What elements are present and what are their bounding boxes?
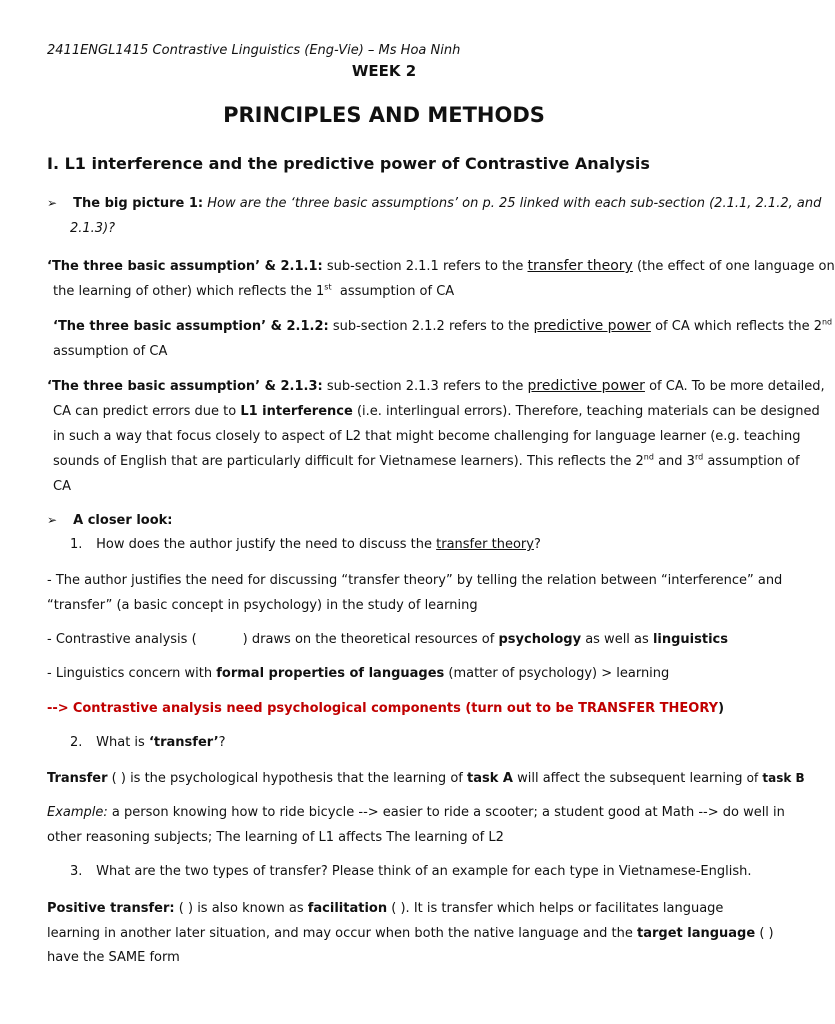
positive-transfer-text: It is transfer which helps or facilitates language	[413, 901, 724, 916]
assumption3-line2	[53, 399, 820, 424]
of-text: of	[746, 771, 759, 785]
big-picture-line2	[70, 216, 115, 241]
as-well-as-text: as well as	[585, 632, 649, 647]
task-a-term: task A	[467, 771, 513, 786]
positive-transfer-line2-pre: learning in another later situation, and may occur when both the native language and the	[47, 926, 633, 941]
blank-paren: ( )	[111, 771, 126, 786]
answer1-p2-mid: ) draws on the theoretical resources of	[242, 632, 495, 647]
formal-properties-term: formal properties of languages	[216, 666, 445, 681]
assumption1-line2-text: the learning of other) which reflects the 1	[53, 284, 325, 299]
assumption3-line2-post: (i.e. interlingual errors). Therefore, teaching materials can be designed	[356, 404, 820, 419]
assumption3-line4-pre: sounds of English that are particularly difficult for Vietnamese learners). This reflects the 2	[53, 454, 644, 469]
question-number: 1.	[70, 537, 83, 552]
example-line2: other reasoning subjects; The learning of L1 affects The learning of L2	[47, 830, 504, 845]
assumption3-line3: in such a way that focus closely to aspect of L2 that might become challenging for language learner (e.g. teaching	[53, 429, 801, 444]
superscript: nd	[643, 452, 654, 462]
task-b-term: task B	[762, 771, 805, 785]
question-3-text: What are the two types of transfer? Please think of an example for each type in Vietnamese-English.	[96, 864, 752, 879]
facilitation-term: facilitation	[307, 901, 388, 916]
answer1-p2-pre: - Contrastive analysis (	[47, 632, 197, 647]
blank-paren: ( ).	[391, 901, 410, 916]
question-mark: ?	[533, 537, 541, 552]
example-text: a person knowing how to ride bicycle --> easier to ride a scooter; a student good at Math --> do well in	[111, 805, 785, 820]
transfer-term: ‘transfer’	[148, 735, 219, 750]
assumption2-text-post: of CA which reflects the 2	[655, 319, 822, 334]
assumption1-line1	[47, 254, 835, 279]
transfer-definition	[47, 766, 805, 791]
big-picture-label: The big picture 1:	[73, 196, 204, 211]
conclusion-text: Contrastive analysis need psychological components (turn out to be TRANSFER THEORY	[72, 701, 719, 716]
big-picture-question-cont: 2.1.3)?	[70, 221, 116, 236]
positive-transfer-line1	[47, 896, 723, 921]
question-number: 3.	[70, 864, 83, 879]
week-label: WEEK 2	[351, 62, 417, 80]
section-heading: I. L1 interference and the predictive power of Contrastive Analysis	[47, 154, 650, 173]
assumption3-line2-pre: CA can predict errors due to	[53, 404, 237, 419]
assumption1-line2-post: assumption of CA	[339, 284, 455, 299]
question-3	[70, 859, 751, 884]
assumption3-line5: CA	[53, 479, 71, 494]
assumption2-text: sub-section 2.1.2 refers to the	[332, 319, 530, 334]
closer-look-heading	[47, 508, 172, 533]
answer1-contrastive-line	[47, 627, 728, 652]
question-2	[70, 730, 226, 755]
arrow-bullet-icon: ➢	[47, 196, 58, 210]
assumption1-line2	[53, 279, 454, 304]
target-language-term: target language	[636, 926, 756, 941]
positive-transfer-line3: have the SAME form	[47, 950, 180, 965]
assumption3-label: ‘The three basic assumption’ & 2.1.3:	[47, 379, 323, 394]
superscript: st	[324, 282, 332, 292]
transfer-theory-term-2: transfer theory	[436, 537, 534, 552]
transfer-def-text: is the psychological hypothesis that the learning of	[130, 771, 463, 786]
predictive-power-term-2: predictive power	[527, 378, 645, 394]
assumption3-line1	[47, 374, 825, 399]
question-mark: ?	[218, 735, 226, 750]
closer-look-label: A closer look:	[73, 513, 173, 528]
answer1-p3-pre: - Linguistics concern with	[47, 666, 213, 681]
positive-transfer-label: Positive transfer:	[47, 901, 175, 916]
example-label: Example:	[47, 805, 108, 820]
closing-paren: )	[718, 701, 725, 716]
linguistics-term: linguistics	[652, 632, 728, 647]
positive-transfer-line2	[47, 921, 774, 946]
arrow-bullet-icon: ➢	[47, 513, 58, 527]
page-title: PRINCIPLES AND METHODS	[223, 103, 545, 127]
blank-paren: ( )	[178, 901, 194, 916]
course-header: 2411ENGL1415 Contrastive Linguistics (Eng-Vie) – Ms Hoa Ninh	[47, 43, 461, 58]
assumption3-line4-mid: and 3	[658, 454, 695, 469]
question-number: 2.	[70, 735, 83, 750]
conclusion-line	[47, 696, 724, 721]
superscript: rd	[694, 452, 704, 462]
assumption1-text: sub-section 2.1.1 refers to the	[326, 259, 524, 274]
assumption2-label: ‘The three basic assumption’ & 2.1.2:	[53, 319, 329, 334]
assumption3-text: sub-section 2.1.3 refers to the	[326, 379, 524, 394]
blank-paren: ( )	[759, 926, 774, 941]
answer1-p3-post: (matter of psychology) > learning	[448, 666, 670, 681]
question-1-text: How does the author justify the need to discuss the	[96, 537, 432, 552]
transfer-def-after: will affect the subsequent learning	[517, 771, 743, 786]
transfer-label: Transfer	[47, 771, 108, 786]
transfer-theory-term: transfer theory	[527, 258, 633, 274]
answer1-line1: - The author justifies the need for discussing “transfer theory” by telling the relation between “interference” and	[47, 573, 783, 588]
assumption2-line1	[53, 314, 832, 339]
big-picture-line1	[47, 191, 821, 216]
assumption3-text-post: of CA. To be more detailed,	[649, 379, 825, 394]
psychology-term: psychology	[498, 632, 582, 647]
arrow-icon: -->	[47, 701, 69, 716]
answer1-line2: “transfer” (a basic concept in psychology) in the study of learning	[47, 598, 478, 613]
big-picture-question: How are the ‘three basic assumptions’ on p. 25 linked with each sub-section (2.1.1, 2.1.2, and	[207, 196, 822, 211]
assumption2-line2: assumption of CA	[53, 344, 168, 359]
answer1-linguistics-line	[47, 661, 669, 686]
assumption3-line4-post: assumption of	[707, 454, 800, 469]
example-line1	[47, 800, 785, 825]
question-2-text: What is	[96, 735, 145, 750]
l1-interference-term: L1 interference	[240, 404, 353, 419]
question-1	[70, 532, 541, 557]
assumption1-label: ‘The three basic assumption’ & 2.1.1:	[47, 259, 323, 274]
assumption1-text-post: (the effect of one language on	[636, 259, 835, 274]
predictive-power-term: predictive power	[533, 318, 651, 334]
superscript: nd	[821, 317, 833, 327]
assumption3-line4	[53, 449, 800, 474]
known-as-text: is also known as	[197, 901, 304, 916]
